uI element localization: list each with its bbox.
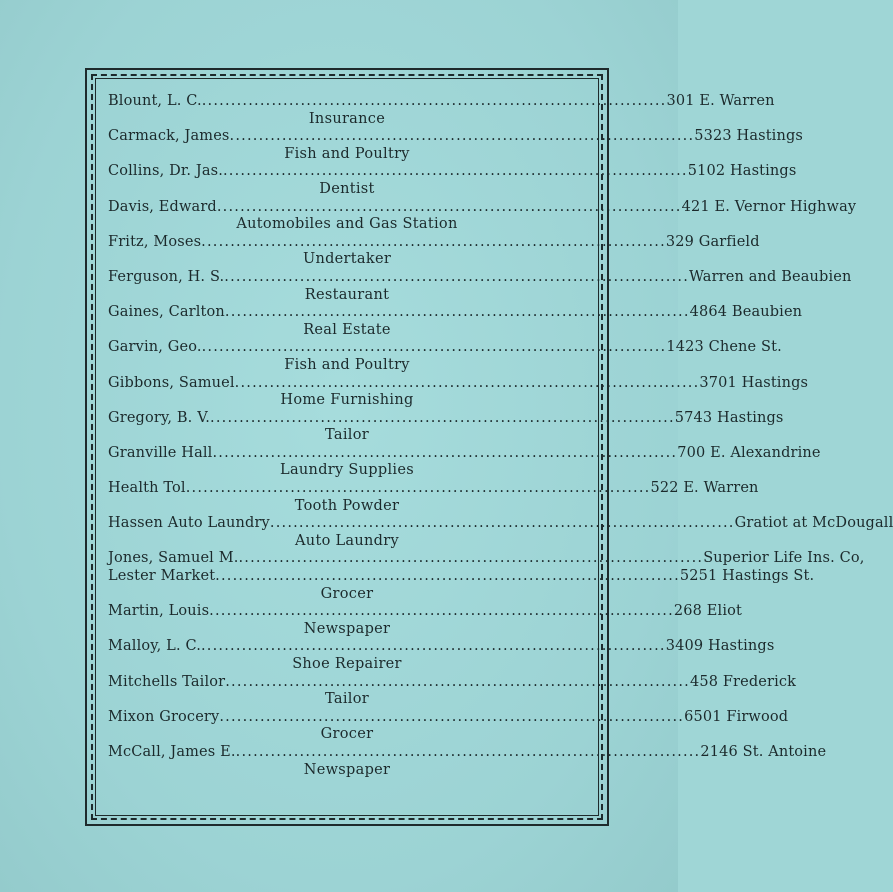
dot-leader: ................................................................................: [212, 444, 678, 461]
entry-line: [108, 128, 803, 146]
entry-line: [108, 268, 852, 287]
entry-line: [108, 304, 803, 322]
directory-entry: [108, 515, 893, 550]
entry-address: 329 Garfield: [665, 233, 760, 250]
entry-line: [108, 708, 789, 727]
directory-entry: [108, 480, 759, 515]
dot-leader: ................................................................................: [269, 515, 735, 532]
entry-name: Hassen Auto Laundry: [108, 515, 270, 532]
entry-name: Davis, Edward: [108, 198, 217, 215]
entry-category: Newspaper: [303, 620, 391, 637]
entry-category: Tailor: [325, 691, 369, 708]
dot-leader: ................................................................................: [235, 743, 701, 760]
entry-name: Gregory, B. V.: [108, 409, 211, 426]
entry-category: Real Estate: [303, 321, 391, 338]
entry-line: [108, 550, 865, 568]
entry-address: 5743 Hastings: [674, 409, 784, 426]
entry-category: Automobiles and Gas Station: [236, 216, 458, 233]
entry-category: Insurance: [308, 110, 386, 127]
dot-leader: ................................................................................: [234, 374, 700, 391]
entry-address: 301 E. Warren: [666, 93, 775, 109]
dot-leader: ................................................................................: [201, 93, 667, 109]
dot-leader: ................................................................................: [209, 603, 674, 620]
entry-category: Auto Laundry: [295, 532, 399, 549]
dot-leader: ................................................................................: [229, 128, 695, 145]
entry-address: 5323 Hastings: [694, 128, 803, 145]
entry-line: [108, 163, 797, 181]
entry-address: 5251 Hastings St.: [679, 568, 815, 585]
directory-entry: [108, 673, 797, 709]
entry-name: Malloy, L. C.: [108, 638, 201, 655]
entry-name: Martin, Louis: [108, 603, 210, 620]
entry-name: Gaines, Carlton: [108, 304, 225, 321]
directory-entry: [108, 339, 782, 374]
entry-line: [108, 233, 760, 252]
entry-address: 458 Frederick: [689, 673, 797, 690]
entry-line: [108, 374, 809, 393]
entry-address: 522 E. Warren: [650, 480, 759, 497]
directory-entry: [108, 198, 857, 234]
dot-leader: ................................................................................: [201, 339, 667, 356]
dot-leader: ................................................................................: [185, 480, 651, 497]
dot-leader: ................................................................................: [201, 233, 666, 250]
entry-name: Granville Hall: [108, 444, 213, 461]
entry-name: Lester Market: [108, 568, 216, 585]
entry-name: Mitchells Tailor: [108, 673, 226, 690]
entry-category: Grocer: [320, 585, 374, 602]
dot-leader: ................................................................................: [225, 673, 690, 690]
entry-category: Fish and Poultry: [284, 356, 410, 373]
directory-entry: [108, 374, 809, 410]
entry-line: [108, 638, 775, 656]
directory-entry: [108, 603, 742, 638]
entry-name: Carmack, James: [108, 128, 230, 145]
entry-name: Jones, Samuel M.: [108, 550, 239, 567]
entry-address: 5102 Hastings: [687, 163, 797, 180]
entry-name: Health Tol: [108, 480, 186, 497]
entry-category: Newspaper: [303, 761, 391, 778]
entry-line: [108, 603, 742, 621]
entry-name: Fritz, Moses: [108, 233, 202, 250]
entry-line: [108, 339, 782, 357]
entry-address: 2146 St. Antoine: [700, 743, 827, 760]
entry-category: Dentist: [319, 180, 375, 197]
entry-category: Laundry Supplies: [280, 462, 414, 479]
business-directory-list: [108, 93, 893, 779]
entry-address: Gratiot at McDougall: [734, 515, 893, 532]
dot-leader: ................................................................................: [200, 638, 666, 655]
dot-leader: ................................................................................: [216, 198, 682, 215]
dot-leader: ................................................................................: [224, 268, 690, 285]
entry-name: Garvin, Geo.: [108, 339, 202, 356]
entry-category: Tailor: [325, 427, 369, 444]
entry-line: [108, 673, 797, 692]
entry-address: 6501 Firwood: [684, 708, 789, 725]
entry-name: Ferguson, H. S.: [108, 268, 225, 285]
entry-name: Mixon Grocery: [108, 708, 220, 725]
entry-address: 4864 Beaubien: [689, 304, 803, 321]
entry-address: Warren and Beaubien: [689, 268, 852, 285]
directory-entry: [108, 638, 775, 673]
entry-category: Shoe Repairer: [292, 656, 402, 672]
entry-line: [108, 743, 827, 762]
dot-leader: ................................................................................: [224, 304, 690, 321]
directory-entry: [108, 163, 797, 198]
entry-line: [108, 93, 775, 111]
directory-entry: [108, 743, 827, 779]
entry-address: 268 Eliot: [673, 603, 742, 620]
entry-name: McCall, James E.: [108, 743, 236, 760]
entry-address: Superior Life Ins. Co,: [703, 550, 865, 567]
directory-entry: [108, 304, 803, 339]
entry-address: 3409 Hastings: [665, 638, 775, 655]
entry-address: 1423 Chene St.: [666, 339, 782, 356]
entry-line: [108, 444, 821, 463]
entry-category: Tooth Powder: [294, 497, 400, 514]
directory-entry: [108, 268, 852, 304]
entry-category: Home Furnishing: [280, 392, 414, 409]
directory-entry: [108, 233, 760, 269]
directory-entry: [108, 128, 803, 163]
entry-category: Grocer: [320, 726, 374, 743]
entry-category: Restaurant: [304, 286, 390, 303]
entry-category: Undertaker: [302, 251, 392, 268]
entry-line: [108, 515, 893, 533]
entry-address: 700 E. Alexandrine: [677, 444, 821, 461]
dot-leader: ................................................................................: [219, 708, 685, 725]
directory-entry: [108, 568, 815, 603]
entry-name: Collins, Dr. Jas.: [108, 163, 223, 180]
dot-leader: ................................................................................: [238, 550, 704, 567]
directory-entry: [108, 93, 775, 128]
directory-entry: [108, 550, 865, 568]
entry-line: [108, 198, 857, 217]
entry-line: [108, 409, 784, 428]
directory-entry: [108, 444, 821, 480]
entry-address: 421 E. Vernor Highway: [681, 198, 857, 215]
dot-leader: ................................................................................: [215, 568, 680, 585]
entry-category: Fish and Poultry: [284, 145, 410, 162]
directory-entry: [108, 708, 789, 744]
entry-name: Gibbons, Samuel: [108, 374, 235, 391]
entry-line: [108, 568, 815, 586]
entry-address: 3701 Hastings: [699, 374, 809, 391]
directory-entry: [108, 409, 784, 445]
entry-name: Blount, L. C.: [108, 93, 202, 109]
dot-leader: ................................................................................: [210, 409, 675, 426]
entry-line: [108, 480, 759, 498]
dot-leader: ................................................................................: [222, 163, 688, 180]
